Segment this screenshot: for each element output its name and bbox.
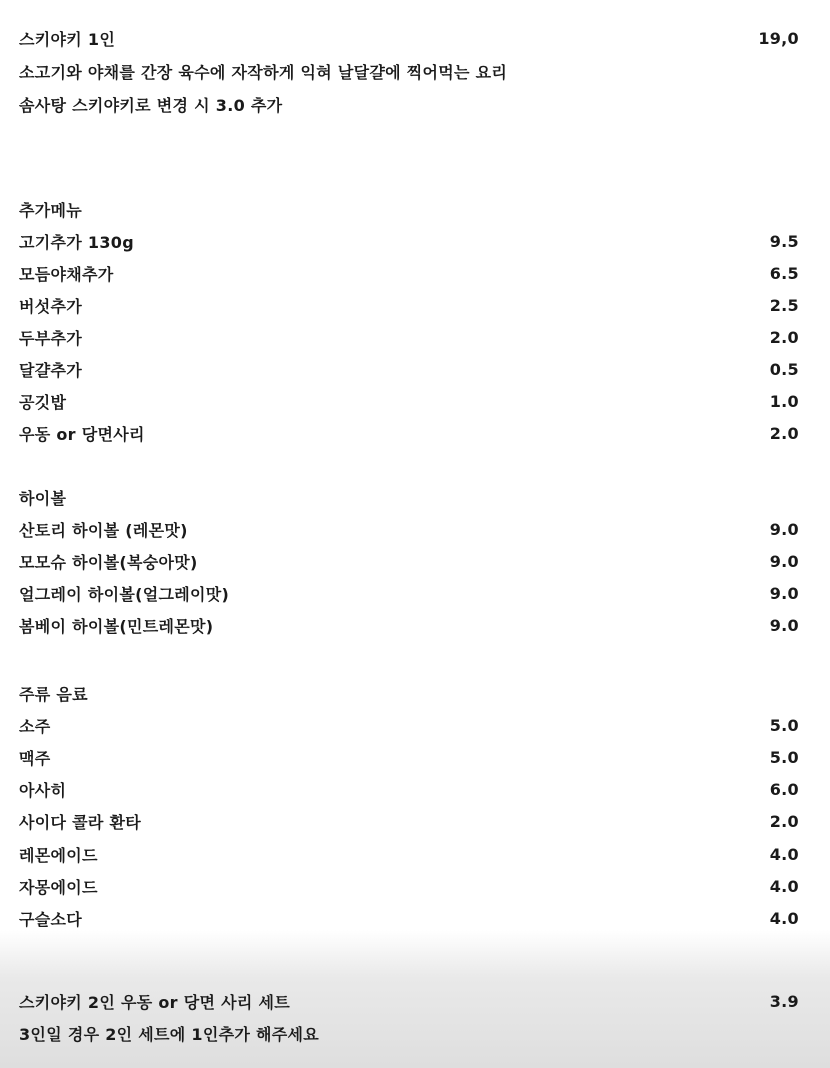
main-item-description: 소고기와 야채를 간장 육수에 자작하게 익혀 날달걀에 찍어먹는 요리 [19, 62, 508, 82]
menu-item-price: 9.0 [769, 551, 799, 571]
menu-item-price: 9.5 [769, 231, 799, 251]
menu-item [19, 906, 799, 930]
menu-item [19, 581, 799, 605]
menu-item-price: 2.0 [769, 327, 799, 347]
menu-item-price: 0.5 [769, 359, 799, 379]
main-item-note: 솜사탕 스키야키로 변경 시 3.0 추가 [19, 95, 283, 115]
main-item-price: 19,0 [758, 28, 799, 48]
menu-item-price: 6.0 [769, 779, 799, 799]
menu-item-name: 우동 or 당면사리 [19, 424, 145, 444]
menu-item [19, 549, 799, 573]
menu-item [19, 809, 799, 833]
menu-item [19, 261, 799, 285]
menu-item [19, 517, 799, 541]
section-title-drinks [19, 681, 799, 705]
menu-item [19, 613, 799, 637]
menu-item [19, 745, 799, 769]
menu-item-price: 4.0 [769, 876, 799, 896]
menu-item-name: 모듬야채추가 [19, 264, 114, 284]
section-title: 주류 음료 [19, 684, 88, 704]
set-item-name: 스키야키 2인 우동 or 당면 사리 세트 [19, 992, 290, 1012]
section-title: 하이볼 [19, 488, 67, 508]
menu-item-price: 5.0 [769, 715, 799, 735]
menu-item [19, 293, 799, 317]
menu-item-name: 봄베이 하이볼(민트레몬맛) [19, 616, 214, 636]
main-item-name: 스키야키 1인 [19, 29, 116, 49]
menu-item-name: 소주 [19, 716, 51, 736]
menu-item-name: 맥주 [19, 748, 51, 768]
set-item-note-row [19, 1021, 799, 1045]
section-title: 추가메뉴 [19, 200, 83, 220]
menu-item [19, 874, 799, 898]
menu-item-price: 4.0 [769, 844, 799, 864]
menu-item [19, 421, 799, 445]
set-item-price: 3.9 [769, 991, 799, 1011]
menu-item [19, 777, 799, 801]
menu-item-name: 레몬에이드 [19, 845, 98, 865]
menu-item-name: 두부추가 [19, 328, 83, 348]
main-item-note-row [19, 92, 799, 116]
menu-item-name: 자몽에이드 [19, 877, 98, 897]
menu-item-name: 산토리 하이볼 (레몬맛) [19, 520, 188, 540]
menu-item [19, 713, 799, 737]
menu-item-name: 얼그레이 하이볼(얼그레이맛) [19, 584, 230, 604]
menu-item-name: 달걀추가 [19, 360, 83, 380]
section-title-extras [19, 197, 799, 221]
set-item-row [19, 989, 799, 1013]
main-item-row [19, 26, 799, 50]
menu-item-price: 2.0 [769, 811, 799, 831]
menu-item [19, 229, 799, 253]
menu-item [19, 389, 799, 413]
menu-item-price: 9.0 [769, 615, 799, 635]
menu-item-name: 모모슈 하이볼(복숭아맛) [19, 552, 198, 572]
menu-item-price: 5.0 [769, 747, 799, 767]
set-item-note: 3인일 경우 2인 세트에 1인추가 해주세요 [19, 1024, 319, 1044]
menu-item-name: 버섯추가 [19, 296, 83, 316]
main-item-description-row [19, 59, 799, 83]
menu-item-name: 아사히 [19, 780, 67, 800]
menu-item [19, 842, 799, 866]
menu-item-price: 9.0 [769, 519, 799, 539]
section-title-highball [19, 485, 799, 509]
menu-item [19, 325, 799, 349]
menu-item-price: 9.0 [769, 583, 799, 603]
menu-item [19, 357, 799, 381]
menu-item-name: 구슬소다 [19, 909, 83, 929]
menu-item-price: 6.5 [769, 263, 799, 283]
menu-item-price: 2.0 [769, 423, 799, 443]
menu-item-price: 2.5 [769, 295, 799, 315]
menu-item-price: 4.0 [769, 908, 799, 928]
menu-item-name: 공깃밥 [19, 392, 67, 412]
menu-item-name: 고기추가 130g [19, 232, 134, 252]
menu-item-name: 사이다 콜라 환타 [19, 812, 142, 832]
menu-item-price: 1.0 [769, 391, 799, 411]
